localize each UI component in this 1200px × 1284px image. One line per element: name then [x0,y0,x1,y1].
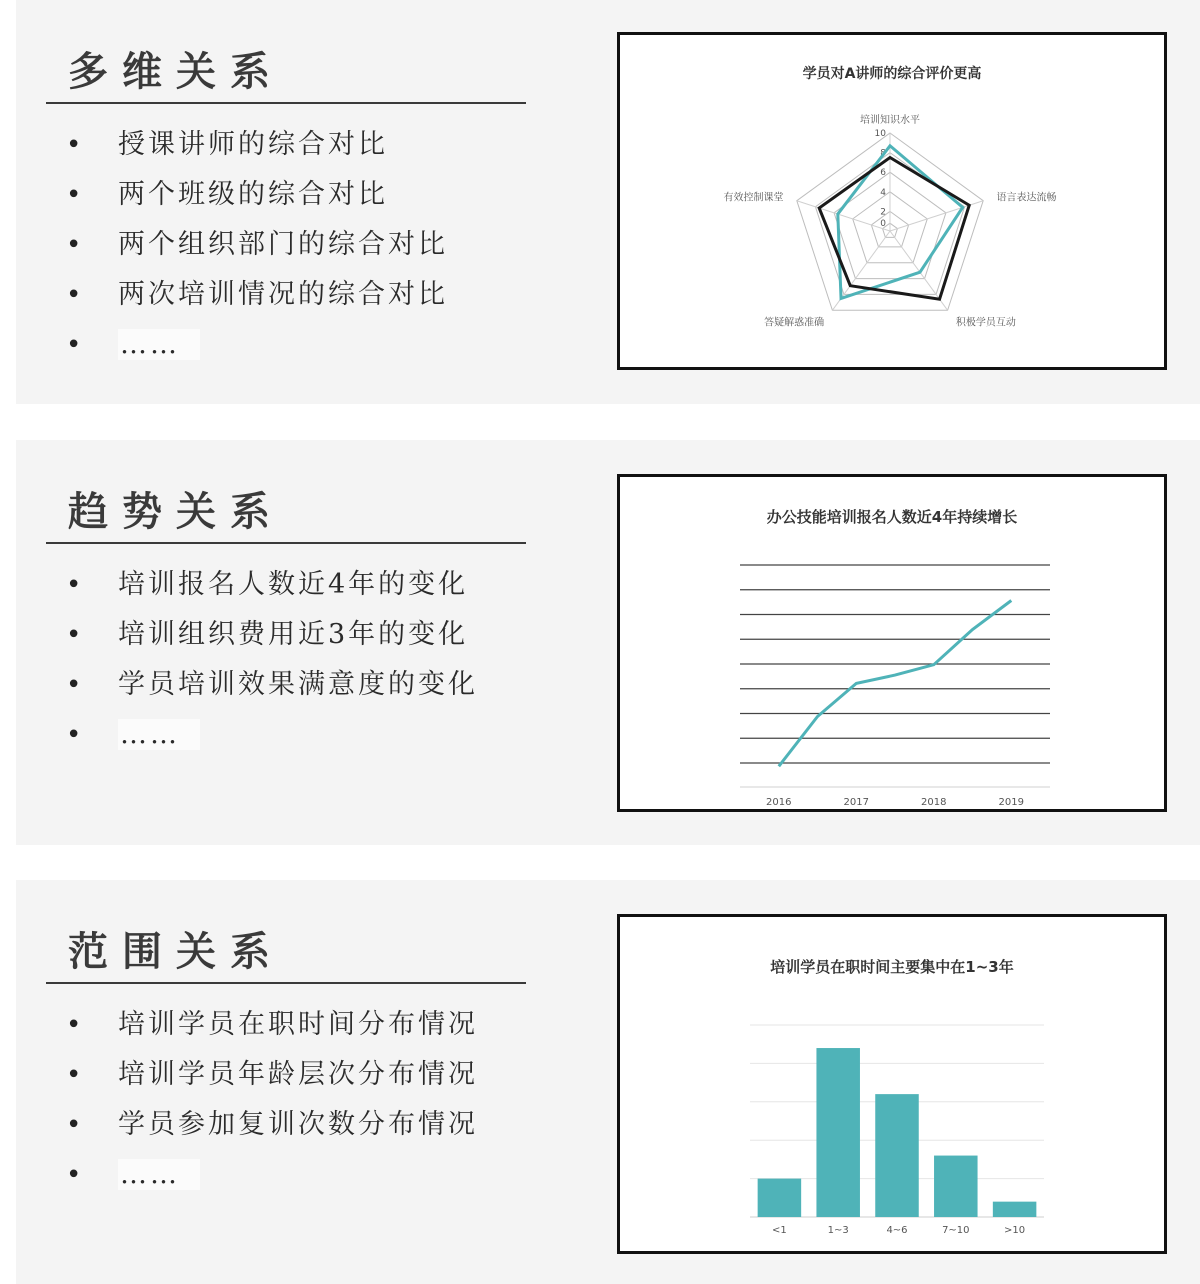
section-multidimensional [16,0,1200,404]
bar [934,1156,978,1217]
bullet-list [66,124,448,374]
section-title: 范围关系 [68,929,284,975]
radar-tick-label: 0 [880,219,886,230]
section-divider [46,982,526,984]
section-divider [46,102,526,104]
radar-axis-label: 培训知识水平 [860,115,920,126]
list-item: • 培训报名人数近4年的变化 [66,564,478,614]
radar-tick-label: 4 [880,187,886,198]
bar [993,1202,1037,1217]
x-tick-label: 2018 [921,797,947,808]
radar-axis-label: 积极学员互动 [955,317,1016,329]
radar-axis-label: 语言表达流畅 [996,192,1057,204]
section-title: 趋势关系 [68,489,284,535]
radar-tick-label: 10 [874,129,886,139]
x-tick-label: 2017 [843,797,869,808]
bar [875,1094,919,1217]
x-tick-label: 2016 [766,797,792,808]
chart-title: 培训学员在职时间主要集中在1~3年 [770,958,1014,976]
list-item: • 学员培训效果满意度的变化 [66,664,478,714]
radar-axis-label: 有效控制课堂 [723,192,784,204]
bar [816,1048,860,1217]
list-item-ellipsis: • …… [66,1154,478,1204]
x-tick-label: <1 [772,1225,787,1236]
x-tick-label: >10 [1004,1225,1026,1236]
line-series [779,601,1012,767]
list-item: • 学员参加复训次数分布情况 [66,1104,478,1154]
bar-chart [617,914,1167,1254]
section-range [16,880,1200,1284]
section-divider [46,542,526,544]
list-item: • 培训学员在职时间分布情况 [66,1004,478,1054]
radar-tick-label: 8 [880,148,886,159]
x-tick-label: 7~10 [942,1225,970,1236]
radar-chart [617,32,1167,370]
bar [758,1179,802,1217]
radar-tick-label: 6 [880,168,886,179]
radar-series-A讲师 [838,146,963,299]
list-item: • 两个班级的综合对比 [66,174,448,224]
x-tick-label: 2019 [998,797,1024,808]
bullet-list [66,1004,478,1204]
chart-title: 办公技能培训报名人数近4年持续增长 [766,508,1018,526]
list-item: • 培训组织费用近3年的变化 [66,614,478,664]
section-title: 多维关系 [68,49,284,95]
chart-title: 学员对A讲师的综合评价更高 [802,66,982,82]
radar-axis-label: 答疑解惑准确 [764,317,825,329]
section-trend [16,440,1200,845]
list-item: • 培训学员年龄层次分布情况 [66,1054,478,1104]
list-item-ellipsis: • …… [66,324,448,374]
list-item: • 授课讲师的综合对比 [66,124,448,174]
bullet-list [66,564,478,764]
list-item-ellipsis: • …… [66,714,478,764]
radar-tick-label: 2 [880,207,886,218]
list-item: • 两个组织部门的综合对比 [66,224,448,274]
x-tick-label: 1~3 [827,1225,849,1236]
x-tick-label: 4~6 [886,1225,908,1236]
line-chart [617,474,1167,812]
list-item: • 两次培训情况的综合对比 [66,274,448,324]
